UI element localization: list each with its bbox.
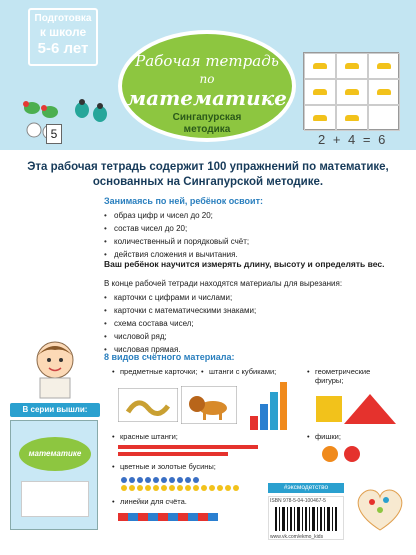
birds-illustration <box>20 88 110 138</box>
age-badge-line1: Подготовка <box>34 13 92 24</box>
materials-col1b <box>112 432 232 441</box>
materials-col1 <box>112 367 202 376</box>
beads <box>118 475 258 493</box>
learn-heading: Занимаясь по ней, ребёнок освоит: <box>104 196 263 206</box>
car-icon <box>345 89 359 95</box>
intro-text <box>8 160 408 190</box>
cutout-item: • карточки с цифрами и числами; <box>104 292 404 303</box>
cutout-section <box>104 278 404 357</box>
materials-col3 <box>307 367 397 385</box>
cube-bars <box>248 380 288 432</box>
materials-heading: 8 видов счётного материала: <box>104 352 235 362</box>
learn-item: • количественный и порядковый счёт; <box>104 236 404 247</box>
cutout-item: • схема состава чисел; <box>104 318 404 329</box>
counting-rulers <box>118 510 258 524</box>
book-illustration <box>21 481 89 517</box>
material-item: • красные штанги; <box>112 432 232 441</box>
cutout-heading: В конце рабочей тетради находятся материалы для вырезания: <box>104 279 343 288</box>
car-icon <box>313 63 327 69</box>
snake-card <box>118 388 178 422</box>
title-sub1: Сингапурская <box>172 112 242 123</box>
book-title: математике <box>19 437 91 471</box>
series-book-thumbnail[interactable] <box>10 420 98 530</box>
title-oval <box>118 30 296 142</box>
material-item: • цветные и золотые бусины; <box>112 462 272 471</box>
publisher-heart-logo <box>352 480 408 536</box>
title-sub <box>122 112 292 136</box>
cutout-item: • карточки с математическими знаками; <box>104 305 404 316</box>
car-icon <box>345 115 359 121</box>
car-icon <box>313 115 327 121</box>
age-badge-line2: к школе <box>39 25 87 39</box>
chips <box>320 444 370 464</box>
title-top: Рабочая тетрадь <box>135 52 279 70</box>
isbn-text: ISBN 978-5-04-100467-5 <box>270 498 326 504</box>
red-bars <box>118 443 258 457</box>
title-main: математике <box>127 86 287 110</box>
age-badge-line3: 5-6 лет <box>37 40 89 57</box>
title-sub2: методика <box>183 124 231 135</box>
materials-col1d <box>112 497 232 506</box>
lion-card <box>181 386 237 424</box>
learn-item: • действия сложения и вычитания. <box>104 249 404 260</box>
hashtag-label: #эксмодетство <box>268 483 344 493</box>
geometric-shapes <box>312 392 398 426</box>
materials-col3b <box>307 432 397 441</box>
intro-line1: Эта рабочая тетрадь содержит 100 упражнений по математике, <box>27 161 389 173</box>
cutout-item: • числовой ряд; <box>104 331 404 342</box>
learn-item: • состав чисел до 20; <box>104 223 404 234</box>
material-item: • штанги с кубиками; <box>201 367 291 376</box>
car-icon <box>313 89 327 95</box>
boy-illustration <box>20 330 90 400</box>
title-middle: по <box>199 72 215 86</box>
material-item: • линейки для счёта. <box>112 497 232 506</box>
material-item: • геометрические фигуры; <box>307 367 397 385</box>
car-icon <box>345 63 359 69</box>
series-label: В серии вышли: <box>10 403 100 417</box>
material-item: • фишки; <box>307 432 397 441</box>
materials-col2 <box>201 367 291 376</box>
number-card: 5 <box>46 124 62 144</box>
materials-col1c <box>112 462 272 471</box>
cutout-item: • числовая прямая. <box>104 344 404 355</box>
car-cards-grid <box>303 52 399 130</box>
measure-text: Ваш ребёнок научится измерять длину, высоту и определять вес. <box>104 259 385 269</box>
equation: 2 + 4 = 6 <box>318 132 388 147</box>
car-icon <box>377 89 391 95</box>
learn-item: • образ цифр и чисел до 20; <box>104 210 404 221</box>
url-text[interactable]: www.vk.com/ekmo_kids <box>270 534 324 540</box>
age-badge <box>28 8 98 66</box>
material-item: • предметные карточки; <box>112 367 202 376</box>
learn-section <box>104 196 404 262</box>
intro-line2: основанных на Сингапурской методике. <box>92 176 324 188</box>
car-icon <box>377 63 391 69</box>
